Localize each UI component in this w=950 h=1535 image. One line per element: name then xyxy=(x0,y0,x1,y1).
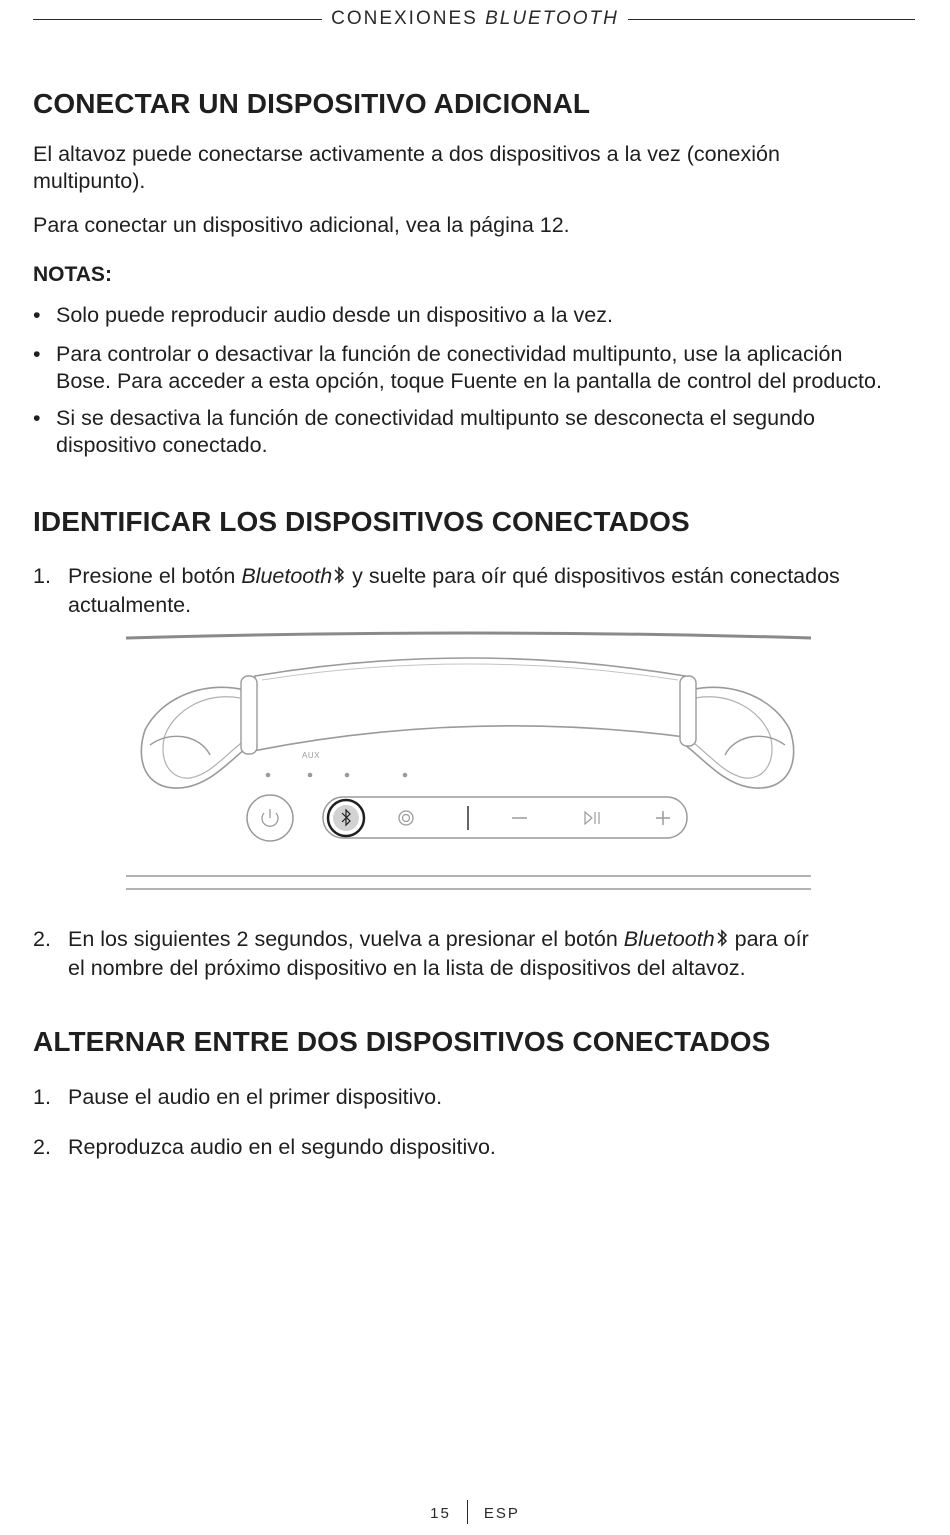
notes-label: NOTAS: xyxy=(33,263,112,286)
note-item: • Si se desactiva la función de conectividad multipunto se desconecta el segundo dispositivo conectado. xyxy=(33,406,815,457)
para1-line2: multipunto). xyxy=(33,169,146,193)
para1-line1: El altavoz puede conectarse activamente a dos dispositivos a la vez (conexión xyxy=(33,142,780,166)
heading-identify-devices: IDENTIFICAR LOS DISPOSITIVOS CONECTADOS xyxy=(33,506,690,537)
switch-steps xyxy=(33,1084,918,1111)
header-section: CONEXIONES xyxy=(331,8,478,29)
section1-para2: Para conectar un dispositivo adicional, vea la página 12. xyxy=(33,213,570,237)
footer-separator xyxy=(467,1500,468,1524)
heading-switch-devices: ALTERNAR ENTRE DOS DISPOSITIVOS CONECTADOS xyxy=(33,1026,771,1057)
step-item: 1. Pause el audio en el primer dispositivo. xyxy=(33,1085,443,1109)
heading-connect-additional: CONECTAR UN DISPOSITIVO ADICIONAL xyxy=(33,88,591,119)
step-item: 2. En los siguientes 2 segundos, vuelva a presionar el botón Bluetooth para oír el nombre del próximo dispositivo en la lista de dispositivos del altavoz. xyxy=(33,927,809,980)
header-section-italic: BLUETOOTH xyxy=(485,8,619,29)
bluetooth-icon xyxy=(716,928,728,955)
step-item: 1. Presione el botón Bluetooth y suelte para oír qué dispositivos están conectados actualmente. xyxy=(33,564,840,617)
note-item: • Solo puede reproducir audio desde un dispositivo a la vez. xyxy=(33,303,613,327)
note-item: • Para controlar o desactivar la función de conectividad multipunto, use la aplicación Bose. Para acceder a esta opción, toque Fuente en la pantalla de control del producto. xyxy=(33,342,882,393)
step-item: 2. Reproduzca audio en el segundo dispositivo. xyxy=(33,1135,496,1159)
page-number: 15 xyxy=(430,1505,451,1522)
language-code: ESP xyxy=(483,1505,520,1522)
aux-label: AUX xyxy=(302,751,320,760)
page-footer xyxy=(0,1500,950,1524)
